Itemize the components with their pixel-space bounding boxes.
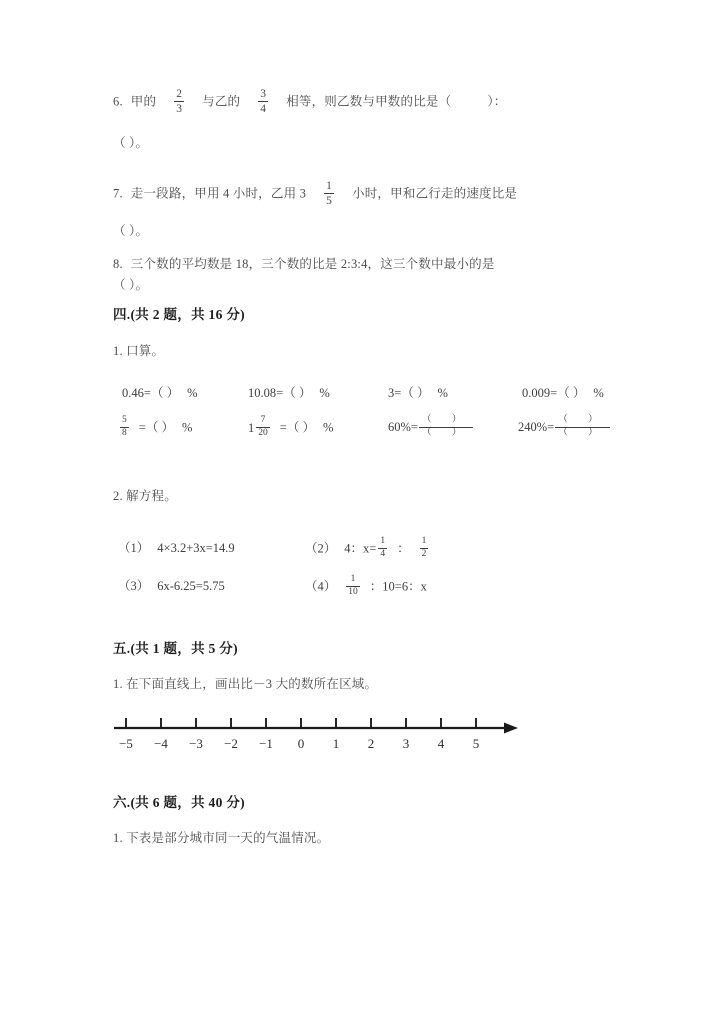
equation-4: （4） $\frac{1}{10}$ ：10=6：x	[305, 574, 427, 597]
question-6-middle: 与乙的	[202, 94, 241, 109]
question-6-number: 6.	[113, 94, 123, 109]
question-6-tail: ）：	[487, 94, 507, 109]
number-line-tick-label: −5	[119, 736, 133, 751]
percent-item-5-mixed-number: 1 $\frac{7}{20}$	[248, 415, 268, 438]
question-6	[113, 89, 506, 116]
percent-item-3: 0.009=（ ） %	[522, 386, 604, 400]
section-four-q2-label: 2. 解方程。	[113, 489, 177, 503]
number-line-tick-label: −3	[189, 736, 203, 751]
number-line-tick-label: −4	[154, 736, 168, 751]
equation-2: （2） 4：x= $\frac{1}{4}$ ： $\frac{1}{2}$	[305, 536, 427, 559]
percent-item-6: 60%= $\frac{( )}{( )}$	[388, 417, 474, 439]
number-line-arrow-icon	[504, 723, 518, 734]
percent-item-2: 3=（ ） %	[388, 386, 448, 400]
question-8-answer-blank: （ ）。	[113, 278, 149, 292]
question-8-text: 三个数的平均数是 18，三个数的比是 2:3:4，这三个数中最小的是	[130, 257, 495, 271]
number-line-labels	[112, 736, 522, 758]
number-line-tick-label: 3	[402, 736, 410, 751]
section-heading-six: 六.(共 6 题，共 40 分)	[113, 795, 245, 810]
percent-item-0: 0.46=（ ） %	[122, 386, 198, 400]
percent-item-4-fraction: $\frac{5}{8}$	[122, 415, 127, 438]
question-6-answer-blank: （ ）。	[113, 136, 149, 150]
percent-item-1: 10.08=（ ） %	[248, 386, 330, 400]
question-7-fraction: $\frac{1}{5}$	[326, 180, 333, 208]
question-7	[113, 181, 517, 208]
question-7-suffix: 小时，甲和乙行走的速度比是	[352, 186, 518, 201]
number-line-tick-label: 4	[437, 736, 445, 751]
percent-item-7-fraction-blank: $\frac{( )}{( )}$	[555, 416, 609, 438]
question-6-fraction-a: $\frac{2}{3}$	[176, 88, 183, 116]
percent-item-7: 240%= $\frac{( )}{( )}$	[518, 417, 611, 439]
number-line-figure	[112, 706, 522, 762]
equation-2-fraction-1: $\frac{1}{4}$	[380, 536, 386, 559]
percent-item-5: 1 $\frac{7}{20}$ =（ ） %	[248, 415, 334, 438]
equation-1: （1） 4×3.2+3x=14.9	[118, 541, 235, 555]
equation-2-fraction-2: $\frac{1}{2}$	[421, 536, 427, 559]
number-line-tick-label: −1	[259, 736, 273, 751]
question-6-prefix: 甲的	[130, 94, 157, 109]
number-line-svg	[112, 706, 522, 738]
question-8	[113, 254, 495, 272]
percent-item-4: $\frac{5}{8}$ =（ ） %	[122, 415, 193, 438]
question-7-answer-blank: （ ）。	[113, 224, 149, 238]
equation-3: （3） 6x-6.25=5.75	[118, 579, 225, 593]
question-8-number: 8.	[113, 257, 123, 271]
section-heading-four: 四.(共 2 题，共 16 分)	[113, 307, 245, 322]
question-6-fraction-b: $\frac{3}{4}$	[260, 88, 267, 116]
question-7-prefix: 走一段路，甲用 4 小时，乙用 3	[130, 186, 307, 201]
section-four-q1-label: 1. 口算。	[113, 344, 165, 358]
number-line-tick-label: −2	[224, 736, 238, 751]
number-line-tick-label: 1	[332, 736, 340, 751]
number-line-tick-label: 5	[472, 736, 480, 751]
number-line-tick-label: 2	[367, 736, 375, 751]
section-heading-five: 五.(共 1 题，共 5 分)	[113, 641, 238, 656]
section-six-q1-label: 1. 下表是部分城市同一天的气温情况。	[113, 831, 330, 845]
percent-item-6-fraction-blank: $\frac{( )}{( )}$	[419, 416, 473, 438]
number-line-ticks	[126, 718, 476, 728]
equation-4-fraction: $\frac{1}{10}$	[348, 574, 358, 597]
number-line-tick-label: 0	[297, 736, 305, 751]
section-five-q1-label: 1. 在下面直线上，画出比－3 大的数所在区域。	[113, 677, 378, 691]
question-7-number: 7.	[113, 186, 123, 201]
question-6-suffix: 相等，则乙数与甲数的比是（	[286, 94, 452, 109]
